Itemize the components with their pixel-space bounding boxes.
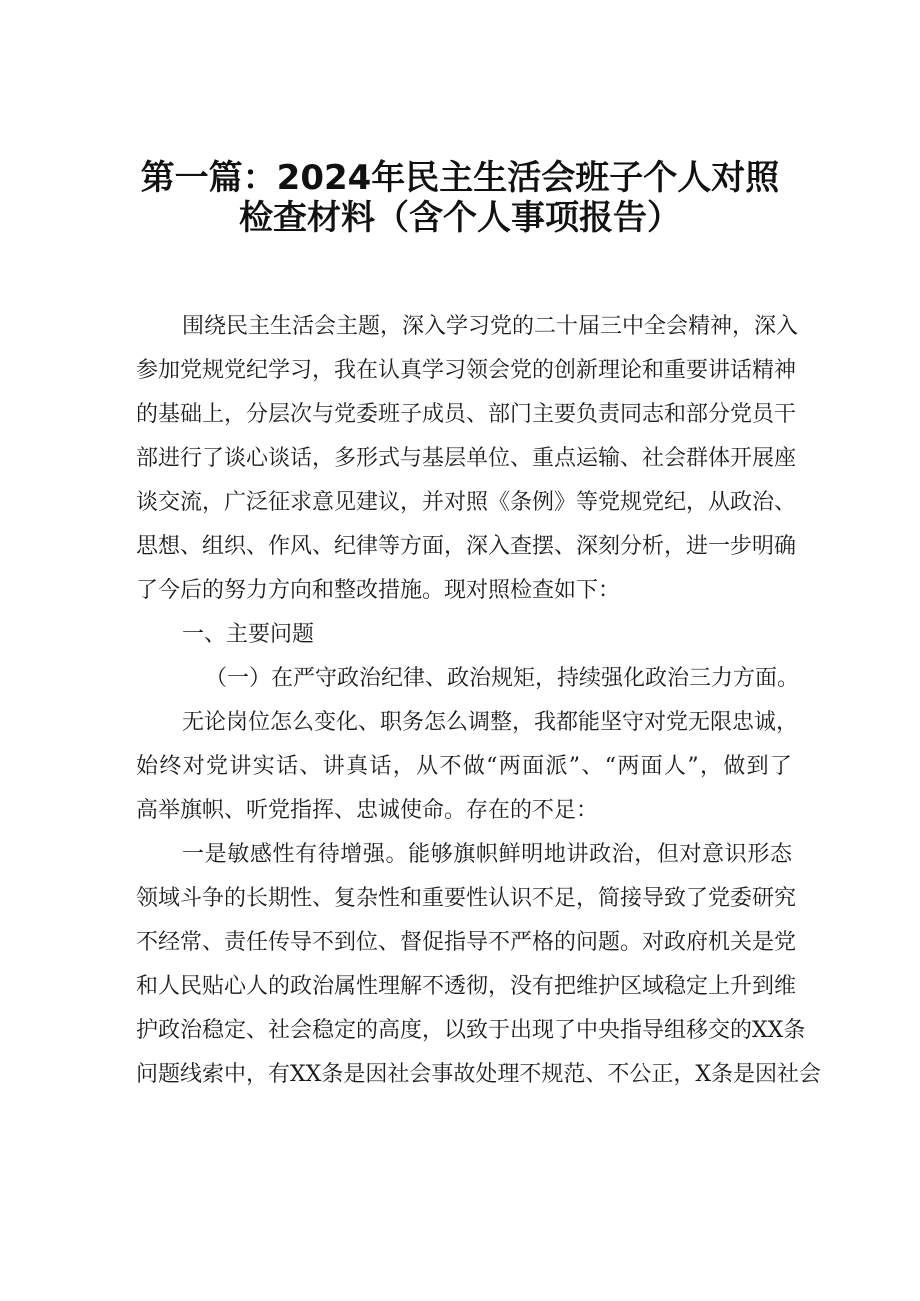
paragraph-line: 围绕民主生活会主题，深入学习党的二十届三中全会精神，深入	[182, 314, 799, 339]
paragraph-line: 高举旗帜、听党指挥、忠诚使命。存在的不足：	[136, 798, 599, 823]
paragraph-line: 领域斗争的长期性、复杂性和重要性认识不足，简接导致了党委研究	[136, 886, 797, 911]
paragraph-line: 的基础上，分层次与党委班子成员、部门主要负责同志和部分党员干	[136, 402, 797, 427]
paragraph-line: 思想、组织、作风、纪律等方面，深入查摆、深刻分析，进一步明确	[136, 534, 797, 559]
paragraph-line: 参加党规党纪学习，我在认真学习领会党的创新理论和重要讲话精神	[136, 358, 797, 383]
subsection-heading: （一）在严守政治纪律、政治规矩，持续强化政治三力方面。	[205, 666, 800, 691]
paragraph-line: 一是敏感性有待增强。能够旗帜鲜明地讲政治，但对意识形态	[182, 842, 792, 867]
document-title-line-1: 第一篇：2024年民主生活会班子个人对照	[140, 158, 780, 198]
paragraph-line: 无论岗位怎么变化、职务怎么调整，我都能坚守对党无限忠诚，	[182, 710, 799, 735]
paragraph-line: 和人民贴心人的政治属性理解不透彻，没有把维护区域稳定上升到维	[136, 974, 797, 999]
paragraph-line: 不经常、责任传导不到位、督促指导不严格的问题。对政府机关是党	[136, 930, 797, 955]
paragraph-line: 始终对党讲实话、讲真话，从不做“两面派”、“两面人”，做到了	[136, 754, 792, 779]
document-title-line-2: 检查材料（含个人事项报告）	[239, 198, 681, 238]
paragraph-line: 护政治稳定、社会稳定的高度，以致于出现了中央指导组移交的XX条	[136, 1018, 806, 1043]
paragraph-line: 了今后的努力方向和整改措施。现对照检查如下：	[136, 578, 621, 603]
section-heading: 一、主要问题	[182, 622, 315, 647]
paragraph-line: 问题线索中，有XX条是因社会事故处理不规范、不公正，X条是因社会	[136, 1062, 821, 1087]
paragraph-line: 谈交流，广泛征求意见建议，并对照《条例》等党规党纪，从政治、	[136, 490, 797, 515]
paragraph-line: 部进行了谈心谈话，多形式与基层单位、重点运输、社会群体开展座	[136, 446, 797, 471]
